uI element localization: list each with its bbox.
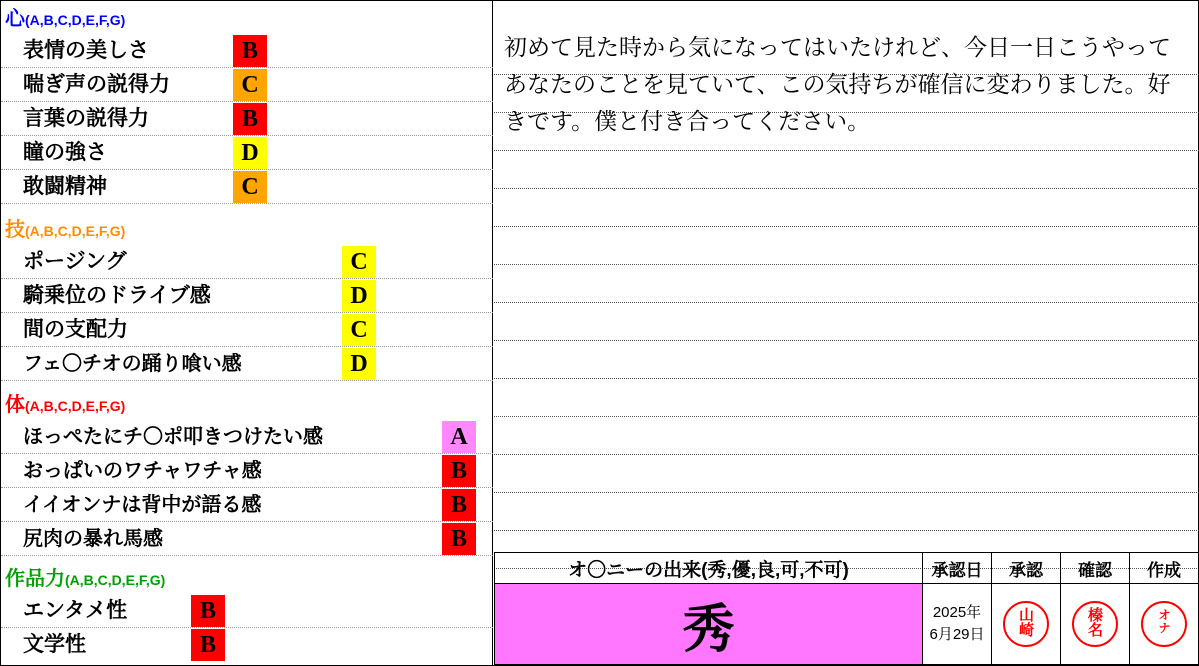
category-name: 心 [5,8,25,30]
category-items-tech [1,245,493,381]
eval-label: 喘ぎ声の説得力 [23,73,170,96]
eval-grade: D [233,137,267,169]
stamp-char: 榛 [1087,608,1102,624]
category-scale: (A,B,C,D,E,F,G) [25,398,126,414]
stamp-char: オ [1158,608,1170,622]
category-scale: (A,B,C,D,E,F,G) [25,12,126,28]
eval-row [1,245,493,279]
category-heading-work [1,569,165,589]
eval-grade: C [233,69,267,101]
category-heading-body [1,395,125,415]
eval-grade: B [442,489,476,521]
rule-line [494,303,1199,341]
category-scale: (A,B,C,D,E,F,G) [25,223,126,239]
eval-label: 間の支配力 [23,318,128,341]
header-main: オ〇ニーの出来(秀,優,良,可,不可) [495,553,923,584]
eval-label: 表情の美しさ [23,39,149,62]
stamp-char: 名 [1087,623,1102,639]
category-name: 体 [5,394,25,416]
eval-label: ほっぺたにチ〇ポ叩きつけたい感 [23,426,323,448]
stamp-create-cell [1130,584,1199,665]
eval-grade: B [442,455,476,487]
rule-line [1,555,493,556]
eval-label: フェ〇チオの踊り喰い感 [23,353,242,375]
eval-label: 尻肉の暴れ馬感 [23,528,163,550]
eval-grade: B [191,629,225,661]
table-body-row [495,584,1199,665]
category-heading-tech [1,220,125,240]
eval-label: ポージング [23,250,127,273]
comment-text: 初めて見た時から気になってはいたけれど、今日一日こうやってあなたのことを見ていて、この気持ちが確信に変わりました。好きです。僕と付き合ってください。 [504,35,1171,134]
eval-row [1,136,493,170]
rule-line [1,380,493,381]
eval-label: 文学性 [23,633,86,656]
eval-grade: D [342,280,376,312]
eval-row [1,522,493,556]
rule-line [494,227,1199,265]
rule-line [494,455,1199,493]
approval-table [494,552,1199,665]
rule-line [494,265,1199,303]
hanko-stamp-confirm [1072,601,1118,647]
header-approve: 承認 [992,553,1061,584]
eval-row [1,594,493,628]
eval-row [1,628,493,662]
rule-line [494,417,1199,455]
category-name: 作品力 [5,568,65,590]
eval-grade: B [191,595,225,627]
evaluation-panel [1,1,493,665]
stamp-approve-cell [992,584,1061,665]
eval-grade: C [342,314,376,346]
eval-row [1,102,493,136]
stamp-char: 崎 [1018,623,1033,639]
category-items-work [1,594,493,662]
eval-row [1,170,493,204]
eval-row [1,488,493,522]
category-name: 技 [5,219,25,241]
rule-line [494,341,1199,379]
eval-row [1,347,493,381]
eval-label: 言葉の説得力 [23,107,149,130]
eval-grade: B [233,103,267,135]
stamp-char: ナ [1158,621,1170,635]
header-approval-date: 承認日 [923,553,992,584]
eval-label: 敢闘精神 [23,175,107,198]
eval-row [1,279,493,313]
eval-grade: C [342,246,376,278]
eval-row [1,34,493,68]
eval-grade: A [442,421,476,453]
eval-row [1,68,493,102]
rule-line [494,151,1199,189]
eval-label: イイオンナは背中が語る感 [23,494,262,516]
category-scale: (A,B,C,D,E,F,G) [65,572,166,588]
stamp-confirm-cell [1061,584,1130,665]
eval-row [1,454,493,488]
approval-date [923,584,992,665]
eval-grade: C [233,171,267,203]
hanko-stamp-create [1141,601,1187,647]
eval-row [1,420,493,454]
header-confirm: 確認 [1061,553,1130,584]
category-heading-heart [1,9,125,29]
eval-row [1,313,493,347]
eval-grade: D [342,348,376,380]
rule-line [494,189,1199,227]
hanko-stamp-approve [1003,601,1049,647]
rule-line [494,493,1199,531]
eval-grade: B [442,523,476,555]
table-header-row [495,553,1199,584]
category-items-heart [1,34,493,204]
overall-grade: 秀 [495,584,923,665]
approval-date-day: 6月29日 [929,626,985,643]
comment-panel [494,1,1199,665]
stamp-char: 山 [1018,608,1033,624]
rule-line [1,203,493,204]
header-create: 作成 [1130,553,1199,584]
category-items-body [1,420,493,556]
eval-grade: B [233,35,267,67]
eval-label: エンタメ性 [23,599,128,622]
eval-label: おっぱいのワチャワチャ感 [23,460,262,482]
eval-label: 瞳の強さ [23,141,107,164]
approval-date-year: 2025年 [932,604,982,621]
rule-line [494,379,1199,417]
eval-label: 騎乗位のドライブ感 [23,284,211,307]
